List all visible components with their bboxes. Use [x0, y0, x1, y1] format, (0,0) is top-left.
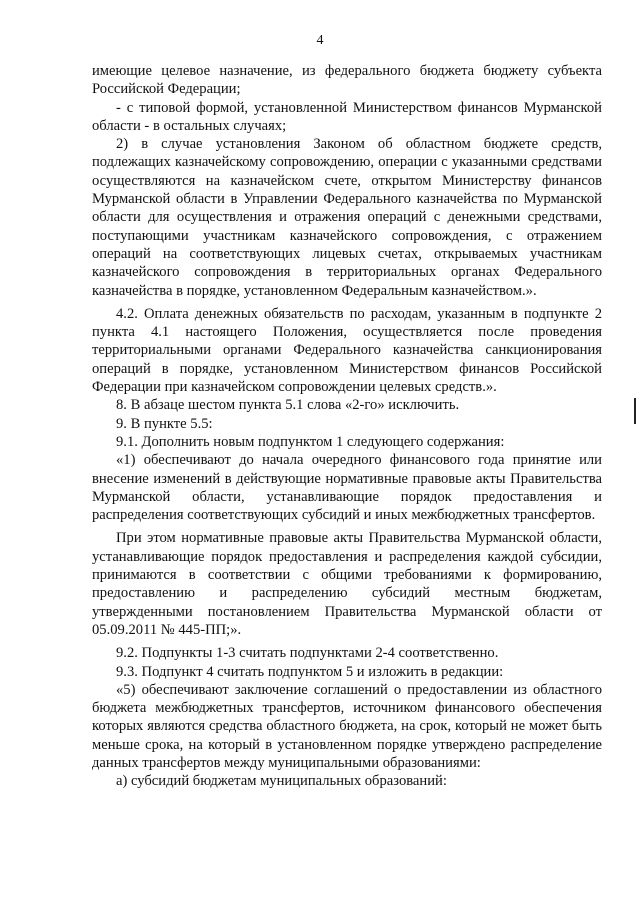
paragraph-9-3: 9.3. Подпункт 4 считать подпунктом 5 и изложить в редакции:	[116, 663, 504, 680]
paragraph-normative-acts: При этом нормативные правовые акты Правительства Мурманской области, устанавливающие порядок предоставления и распределения каждой субсидии, принимаются в соответствии с общими требованиями к формированию, предоставлению и распределению субсидий местным бюджетам, утвержденными постановлением Правительства Мурманской области от 05.09.2011 № 445-ПП;».	[92, 530, 602, 638]
paragraph-subitem-5: «5) обеспечивают заключение соглашений о предоставлении из областного бюджета межбюджетных трансфертов, источником финансового обеспечения которых являются средства областного бюджета, на срок, который не может быть меньше срока, на который в установленном порядке утверждено распределение данных трансфертов между муниципальными образованиями:	[92, 681, 602, 771]
paragraph-9-2: 9.2. Подпункты 1-3 считать подпунктами 2-4 соответственно.	[116, 645, 499, 662]
document-body	[92, 62, 602, 791]
paragraph-9: 9. В пункте 5.5:	[116, 415, 213, 432]
paragraph-standard-form: - с типовой формой, установленной Министерством финансов Мурманской области - в остальных случаях;	[92, 99, 602, 134]
paragraph-4-2: 4.2. Оплата денежных обязательств по расходам, указанным в подпункте 2 пункта 4.1 настоящего Положения, осуществляется после проведения территориальными органами Федерального казначейства санкционирования операций в порядке, установленном Министерством финансов Российской Федерации при казначейском сопровождении целевых средств.».	[92, 305, 602, 396]
paragraph-8: 8. В абзаце шестом пункта 5.1 слова «2-го» исключить.	[116, 397, 460, 414]
scan-edge-mark	[634, 398, 636, 424]
page-number: 4	[316, 33, 324, 48]
paragraph-continuation: имеющие целевое назначение, из федерального бюджета бюджету субъекта Российской Федерации;	[92, 63, 602, 98]
paragraph-subitem-a: а) субсидий бюджетам муниципальных образований:	[116, 773, 447, 790]
paragraph-9-1: 9.1. Дополнить новым подпунктом 1 следующего содержания:	[116, 433, 505, 450]
paragraph-item-2: 2) в случае установления Законом об областном бюджете средств, подлежащих казначейскому сопровождению, операции с указанными средствами осуществляются на казначейском счете, открытом Министерству финансов Мурманской области в Управлении Федерального казначейства по Мурманской области для осуществления и отражения операций с денежными средствами, поступающими участникам казначейского сопровождения, с отражением операций на соответствующих лицевых счетах, открываемых участникам казначейского сопровождения в территориальных органах Федерального казначейства в порядке, установленном Федеральным казначейством.».	[92, 136, 602, 299]
paragraph-subitem-1: «1) обеспечивают до начала очередного финансового года принятие или внесение изменений в действующие нормативные правовые акты Правительства Мурманской области, устанавливающие порядок предоставления и распределения соответствующих субсидий и иных межбюджетных трансфертов.	[92, 452, 602, 524]
